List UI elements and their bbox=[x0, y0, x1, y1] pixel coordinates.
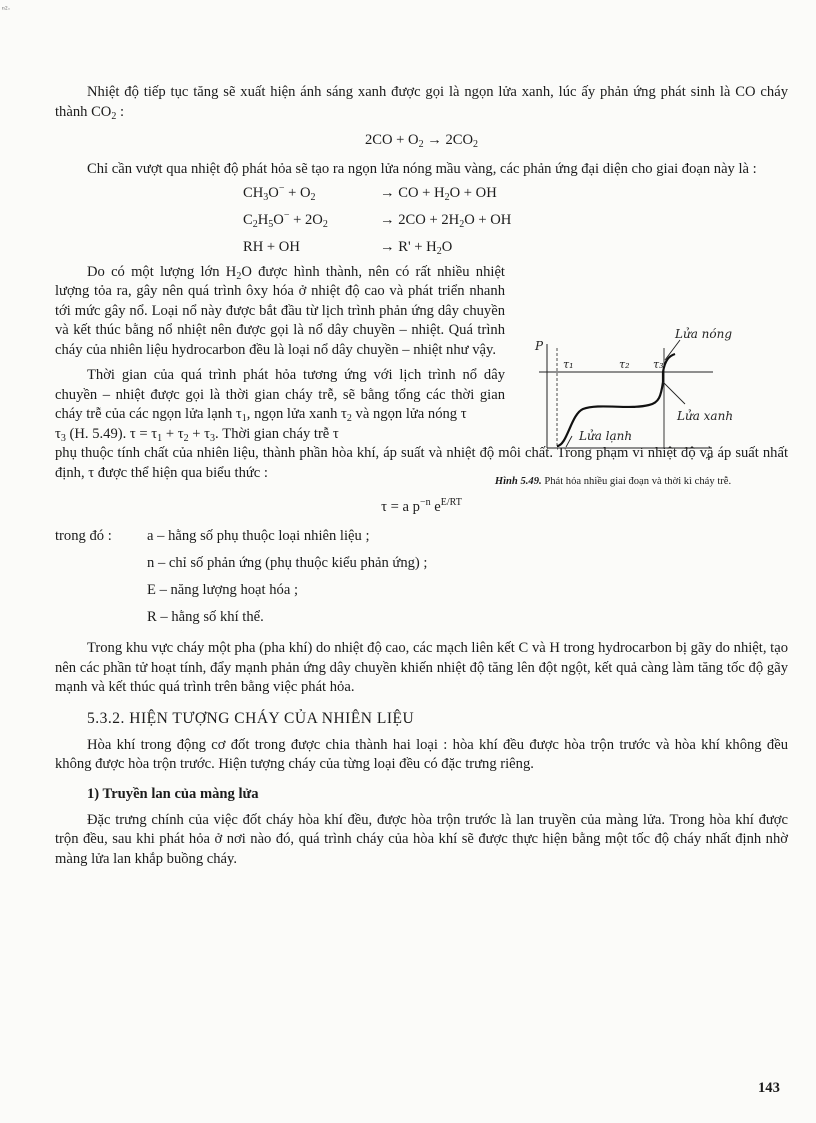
cold-flame-label: Lửa lạnh bbox=[579, 429, 633, 443]
reaction-list bbox=[243, 180, 788, 261]
corner-mark: ⁿ²· bbox=[2, 4, 11, 14]
ignition-diagram bbox=[479, 322, 739, 460]
paragraph-7: Đặc trưng chính của việc đốt cháy hòa khí đều, được hòa trộn trước là lan truyền của màng lửa. Trong hòa khí được trộn đều, sau khi phát hỏa ở nơi nào đó, quá trình cháy của hòa khí sẽ được thực hiện bằng một tốc độ cháy nhất định nhờ màng lửa lan khắp buồng cháy. bbox=[55, 811, 788, 867]
tau1-label: τ₁ bbox=[563, 358, 574, 371]
page-number: 143 bbox=[758, 1080, 780, 1096]
paragraph-2: Chỉ cần vượt qua nhiệt độ phát hỏa sẽ tạo ra ngọn lửa nóng mầu vàng, các phản ứng đại diện cho giai đoạn này là : bbox=[87, 161, 757, 177]
hot-flame-label: Lửa nóng bbox=[675, 327, 733, 341]
paragraph-4-cont: $\tau_3$ (H. 5.49). $\tau = \tau_1 + \tau_2 + \tau_3$. Thời gian cháy trễ τ bbox=[55, 425, 339, 444]
reaction-2: $C_2H_5O^- + 2O_2$ → $2CO + 2H_2O$ + OH bbox=[243, 209, 512, 230]
definition-a: a – hằng số phụ thuộc loại nhiên liệu ; bbox=[147, 528, 370, 544]
subsection-heading: 1) Truyền lan của màng lửa bbox=[87, 785, 259, 802]
reaction-1: $CH_3O^- + O_2$ → CO + $H_2O$ + OH bbox=[243, 182, 497, 203]
paragraph-5: Trong khu vực cháy một pha (pha khí) do nhiệt độ cao, các mạch liên kết C và H trong hydrocarbon bị gãy do nhiệt, tạo nên các phần tử hoạt tính, đẩy mạnh phản ứng dây chuyền khiến nhiệt độ tăng lên đột ngột, kết quả càng làm tăng tốc độ gãy mạnh và kết thúc quá trình trên bằng việc phát hỏa. bbox=[55, 640, 788, 695]
equation-co-oxidation: $2CO + O_2 \to 2CO_2$ bbox=[364, 132, 479, 150]
paragraph-4-end: phụ thuộc tính chất của nhiên liệu, thành phần hòa khí, áp suất và nhiệt độ môi chất. Trong phạm vi nhiệt độ và áp suất nhất định, τ được thể hiện qua biểu thức : bbox=[55, 445, 788, 481]
definition-n: n – chỉ số phản ứng (phụ thuộc kiểu phản ứng) ; bbox=[147, 555, 428, 571]
definition-r: R – hằng số khí thể. bbox=[147, 609, 264, 625]
paragraph-1: Nhiệt độ tiếp tục tăng sẽ xuất hiện ánh sáng xanh được gọi là ngọn lửa xanh, lúc ấy phản ứng phát sinh là CO cháy thành $CO_2$ : bbox=[55, 84, 788, 122]
axis-label-tau bbox=[705, 453, 713, 460]
definition-e: E – năng lượng hoạt hóa ; bbox=[147, 582, 298, 598]
tau2-label: τ₂ bbox=[619, 358, 630, 371]
paragraph-6: Hòa khí trong động cơ đốt trong được chia thành hai loại : hòa khí đều được hòa trộn trước và hòa khí không đều không được hòa trộn trước. Hiện tượng cháy của từng loại đều có đặc trưng riêng. bbox=[55, 736, 788, 772]
figure-caption: Hình 5.49. Phát hỏa nhiều giai đoạn và thời kì cháy trễ. bbox=[494, 476, 732, 487]
tau3-label: τ₃ bbox=[653, 358, 664, 371]
section-heading: 5.3.2. HIỆN TƯỢNG CHÁY CỦA NHIÊN LIỆU bbox=[87, 709, 415, 727]
axis-label-p: P bbox=[535, 339, 544, 353]
blue-flame-label: Lửa xanh bbox=[677, 409, 734, 423]
reaction-3: RH + OH → $R' + H_2O$ bbox=[243, 238, 453, 257]
figure-5-49 bbox=[479, 322, 739, 489]
symbol-definitions: trong đó : a – hằng số phụ thuộc loại nhiên liệu ; n – chỉ số phản ứng (phụ thuộc kiểu phản ứng) ; E – năng lượng hoạt hóa ; R – hằng số khí thể. bbox=[55, 523, 788, 631]
equation-delay-time: τ = a $p^{-n}$ $e^{E/RT}$ bbox=[381, 497, 462, 515]
paragraph-4: Thời gian của quá trình phát hỏa tương ứng với lịch trình nổ dây chuyền – nhiệt được gọi là thời gian cháy trễ, sẽ bằng tổng các thời gian cháy trễ của các ngọn lửa lạnh $\tau_1$, ngọn lửa xanh $\tau_2$ và ngọn lửa nóng τ bbox=[55, 367, 505, 424]
paragraph-3: Do có một lượng lớn $H_2O$ được hình thành, nên có rất nhiều nhiệt lượng tỏa ra, gây nên quá trình ôxy hóa ở nhiệt độ cao và phát triển nhanh tới mức gây nổ. Loại nổ này được bắt đầu từ lịch trình phản ứng dây chuyền và kết thúc bằng nổ nhiệt nên được gọi là nổ dây chuyền – nhiệt. Quá trình cháy của nhiên liệu hydrocarbon đều là loại nổ dây chuyền – nhiệt như vậy. bbox=[55, 263, 505, 358]
